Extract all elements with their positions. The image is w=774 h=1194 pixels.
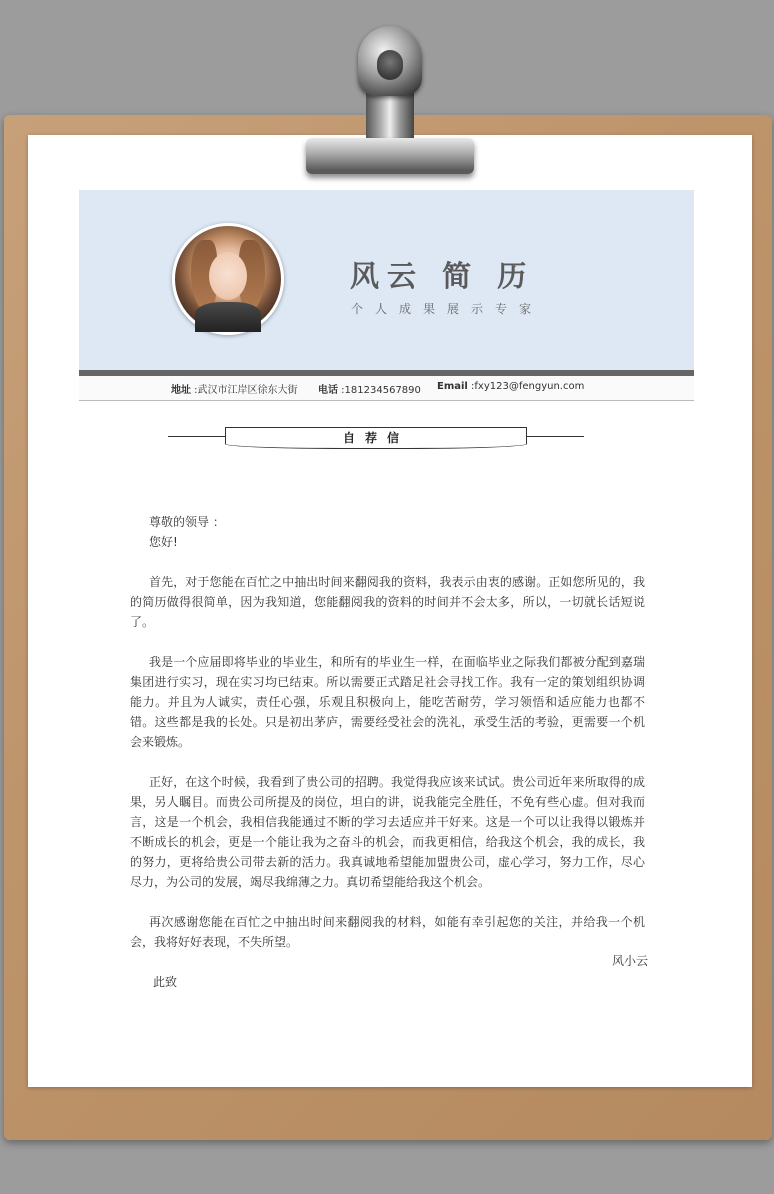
phone-value: :181234567890 xyxy=(338,385,421,396)
letter-paragraph: 正好，在这个时候，我看到了贵公司的招聘。我觉得我应该来试试。贵公司近年来所取得的成果，另人瞩目。而贵公司所提及的岗位，坦白的讲，说我能完全胜任，不免有些心虚。但对我而言，这是一个机会，我相信我能通过不断的学习去适应并干好来。这是一个可以让我得以锻炼并不断成长的机会，更是一个能让我为之奋斗的机会，而我更相信，给我这个机会，我的成长，我的努力，更将给贵公司带去新的活力。我真诚地希望能加盟贵公司，虚心学习，努力工作，尽心尽力，为公司的发展，竭尽我绵薄之力。真切希望能给我这个机会。 xyxy=(130,775,645,889)
avatar-clothing xyxy=(195,302,261,332)
letter-paragraph: 再次感谢您能在百忙之中抽出时间来翻阅我的材料，如能有幸引起您的关注，并给我一个机会，我将好好表现，不失所望。 xyxy=(130,915,645,949)
clip-base xyxy=(306,138,474,174)
letter-paragraph: 首先，对于您能在百忙之中抽出时间来翻阅我的资料，我表示由衷的感谢。正如您所见的，我的简历做得很简单，因为我知道，您能翻阅我的资料的时间并不会太多，所以，一切就长话短说了。 xyxy=(130,575,645,629)
heading-rule-right xyxy=(526,436,584,437)
page-subtitle: 个人成果展示专家 xyxy=(351,302,544,316)
letter-closing: 此致 xyxy=(153,975,178,989)
heading-rule-left xyxy=(168,436,226,437)
letter-signature: 风小云 xyxy=(612,954,649,968)
section-heading: 自荐信 xyxy=(225,427,527,449)
contact-address xyxy=(171,381,298,396)
email-label: Email xyxy=(437,381,468,392)
letter-paragraph: 我是一个应届即将毕业的毕业生，和所有的毕业生一样，在面临毕业之际我们都被分配到嘉瑞集团进行实习，现在实习均已结束。所以需要正式踏足社会寻找工作。我有一定的策划组织协调能力。并且为人诚实，责任心强，乐观且积极向上，能吃苦耐劳，学习领悟和适应能力也都不错。这些都是我的长处。只是初出茅庐，需要经受社会的洗礼，承受生活的考验，更需要一个机会来锻炼。 xyxy=(130,655,645,749)
avatar xyxy=(172,223,284,335)
email-value: :fxy123@fengyun.com xyxy=(467,381,585,392)
clip-hole xyxy=(377,50,403,80)
page-title: 风云 简 历 xyxy=(350,259,535,293)
letter-salutation: 尊敬的领导 ： xyxy=(149,515,225,529)
phone-label: 电话 xyxy=(318,385,338,396)
letter-greeting: 您好! xyxy=(149,535,178,549)
cover-letter xyxy=(130,512,645,992)
address-label: 地址 xyxy=(171,385,191,396)
contact-phone xyxy=(318,381,421,396)
address-value: :武汉市江岸区徐东大街 xyxy=(191,385,298,396)
avatar-face xyxy=(209,252,247,300)
contact-bar xyxy=(79,376,694,401)
contact-email xyxy=(437,381,584,392)
